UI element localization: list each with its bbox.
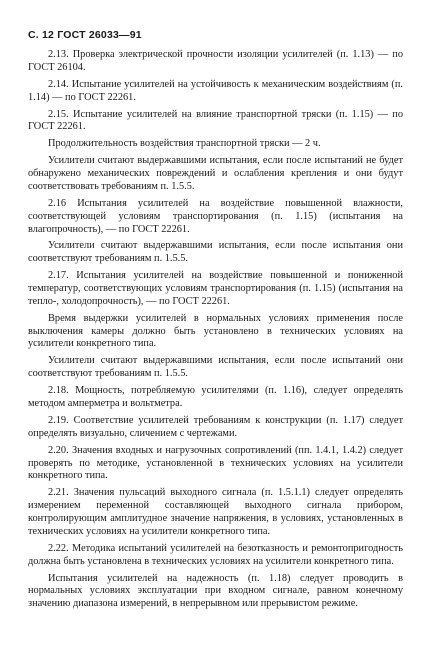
paragraph-2-17: 2.17. Испытания усилителей на воздействие повышенной и пониженной температур, соответствующих условиям транспортирования (п. 1.15) (испытания на тепло-, холодопрочность), — по ГОСТ 22261.: [28, 270, 403, 307]
paragraph-holding-time: Время выдержки усилителей в нормальных условиях применения после выключения камеры должно быть установлено в технических условиях на усилители конкретного типа.: [28, 312, 403, 350]
paragraph-2-18: 2.18. Мощность, потребляемую усилителями (п. 1.16), следует определять методом амперметра и вольтметра.: [28, 385, 403, 409]
paragraph-2-22: 2.22. Методика испытаний усилителей на безотказность и ремонтопригодность должна быть установлена в технических условиях на усилители конкретного типа.: [28, 542, 403, 567]
paragraph-shaking-criteria: Усилители считают выдержавшими испытания, если после испытаний не будет обнаружено механических повреждений и ослабления крепления и они будут соответствовать требованиям п. 1.5.5.: [28, 155, 403, 192]
paragraph-2-20: 2.20. Значения входных и нагрузочных сопротивлений (пп. 1.4.1, 1.4.2) следует проверять по методике, установленной в технических условиях на усилители конкретного типа.: [28, 444, 403, 482]
paragraph-temperature-criteria: Усилители считают выдержавшими испытания, если после испытаний они соответствуют требованиям п. 1.5.5.: [28, 355, 403, 380]
paragraph-2-13: 2.13. Проверка электрической прочности изоляции усилителей (п. 1.13) — по ГОСТ 26104.: [28, 49, 403, 73]
paragraph-2-19: 2.19. Соответствие усилителей требованиям к конструкции (п. 1.17) следует определять визуально, сличением с чертежами.: [28, 414, 403, 439]
page-header: С. 12 ГОСТ 26033—91: [28, 29, 142, 41]
paragraph-reliability-tests: Испытания усилителей на надежность (п. 1.18) следует проводить в нормальных условиях эксплуатации при входном сигнале, равном конечному значению диапазона измерений, в непрерывном или прерывистом режиме.: [28, 572, 403, 610]
paragraph-shaking-duration: Продолжительность воздействия транспортной тряски — 2 ч.: [48, 138, 321, 150]
paragraph-2-15: 2.15. Испытание усилителей на влияние транспортной тряски (п. 1.15) — по ГОСТ 22261.: [28, 108, 403, 133]
document-body: [28, 49, 403, 611]
document-page: [28, 28, 403, 615]
paragraph-2-14: 2.14. Испытание усилителей на устойчивость к механическим воздействиям (п. 1.14) — по ГОСТ 22261.: [28, 78, 403, 103]
paragraph-humidity-criteria: Усилители считают выдержавшими испытания, если после испытания они соответствуют требованиям п. 1.5.5.: [28, 240, 403, 265]
paragraph-2-16: 2.16 Испытания усилителей на воздействие повышенной влажности, соответствующей условиям транспортирования (п. 1.15) (испытания на влагопрочность), — по ГОСТ 22261.: [28, 197, 403, 235]
paragraph-2-21: 2.21. Значения пульсаций выходного сигнала (п. 1.5.1.1) следует определять измерением переменной составляющей выходного сигнала прибором, контролирующим амплитудное значение напряжения, в условиях, установленных в технических условиях на усилители конкретного типа.: [28, 487, 403, 537]
